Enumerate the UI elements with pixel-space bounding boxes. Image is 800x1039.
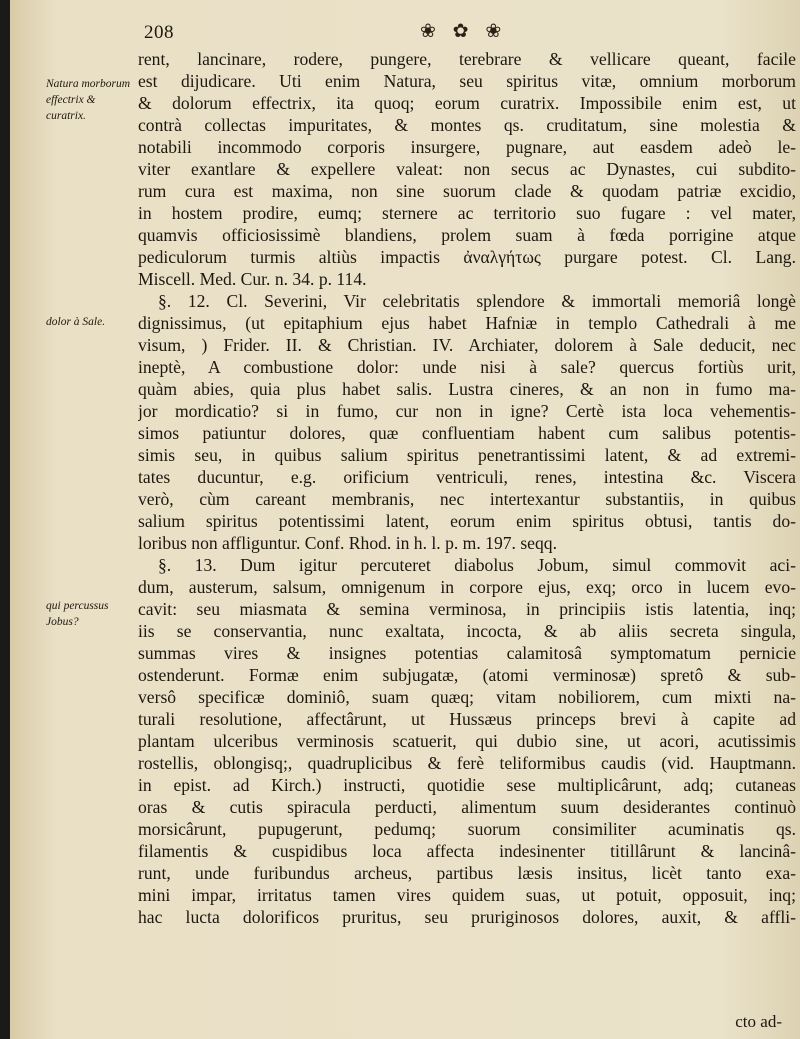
text-line: ineptè, A combustione dolor: unde nisi à sale? quercus fortiùs urit, bbox=[138, 357, 796, 377]
text-line: salium spiritus potentissimi latent, eorum enim spiritus obtusi, tantis do- bbox=[138, 511, 796, 531]
text-line: in epist. ad Kirch.) instructi, quotidie sese multiplicârunt, adq; cutaneas bbox=[138, 775, 796, 795]
text-line: pediculorum turmis altiùs impactis ἀναλγήτως purgare potest. Cl. Lang. bbox=[138, 247, 796, 267]
text-line: ostenderunt. Formæ enim subjugatæ, (atomi verminosæ) spretô & sub- bbox=[138, 665, 796, 685]
catchword: cto ad- bbox=[735, 1012, 782, 1031]
text-line: simis seu, in quibus salium spiritus penetrantissimi latent, & ad extremi- bbox=[138, 445, 796, 465]
text-line: & dolorum effectrix, ita quoq; eorum curatrix. Impossibile enim est, ut bbox=[138, 93, 796, 113]
text-line: rum cura est maxima, non sine suorum clade & quodam patriæ excidio, bbox=[138, 181, 796, 201]
margin-note-natura: Natura morborum effectrix & curatrix. bbox=[46, 78, 131, 122]
page-header bbox=[138, 20, 758, 46]
text-line: runt, unde furibundus archeus, partibus læsis insitus, licèt tanto exa- bbox=[138, 863, 796, 883]
text-line: summas vires & insignes potentias calamitosâ symptomatum pernicie bbox=[138, 643, 796, 663]
page-number: 208 bbox=[144, 22, 174, 43]
text-line: visum, ) Frider. II. & Christian. IV. Archiater, dolorem à Sale deducit, nec bbox=[138, 335, 796, 355]
text-line: Miscell. Med. Cur. n. 34. p. 114. bbox=[138, 269, 367, 289]
text-line: contrà collectas impuritates, & montes qs. cruditatum, sine molestia & bbox=[138, 115, 796, 135]
book-page bbox=[10, 0, 800, 1039]
text-line: dignissimus, (ut epitaphium ejus habet Hafniæ in templo Cathedrali à me bbox=[138, 313, 796, 333]
text-line: quamvis officiosissimè blandiens, prolem suam à fœda porrigine atque bbox=[138, 225, 796, 245]
text-line: plantam ulceribus verminosis scatuerit, qui dubio sine, ut acori, acutissimis bbox=[138, 731, 796, 751]
body-text bbox=[138, 48, 796, 928]
text-line: quàm abies, quia plus habet salis. Lustra cineres, & an non in fumo ma- bbox=[138, 379, 796, 399]
margin-note-dolor: dolor à Sale. bbox=[46, 316, 106, 328]
text-line: filamentis & cuspidibus loca affecta indesinenter titillârunt & lancinâ- bbox=[138, 841, 796, 861]
text-line: mini impar, irritatus tamen vires quidem suas, ut potuit, opposuit, inq; bbox=[138, 885, 796, 905]
margin-note-jobus: qui percussus Jobus? bbox=[46, 600, 109, 628]
text-line: rent, lancinare, rodere, pungere, terebrare & vellicare queant, facile bbox=[138, 49, 796, 69]
text-line: tates ducuntur, e.g. orificium ventriculi, renes, intestina &c. Viscera bbox=[138, 467, 796, 487]
text-line: notabili incommodo corporis insurgere, pugnare, aut easdem adeò le- bbox=[138, 137, 796, 157]
text-line: est dijudicare. Uti enim Natura, seu spiritus vitæ, omnium morborum bbox=[138, 71, 796, 91]
header-ornament: ❀ ✿ ❀ bbox=[420, 21, 508, 42]
text-line: §. 13. Dum igitur percuteret diabolus Jobum, simul commovit aci- bbox=[158, 555, 796, 575]
text-line: loribus non affliguntur. Conf. Rhod. in h. l. p. m. 197. seqq. bbox=[138, 533, 557, 553]
text-line: jor mordicatio? si in fumo, cur non in igne? Certè ista loca vehementis- bbox=[138, 401, 796, 421]
text-line: morsicârunt, pupugerunt, pedumq; suorum consimiliter acuminatis qs. bbox=[138, 819, 796, 839]
text-line: versô specificæ dominiô, suam quæq; vitam nobiliorem, cum mixti na- bbox=[138, 687, 796, 707]
text-line: iis se conservantia, nunc exaltata, incocta, & ab aliis secreta singula, bbox=[138, 621, 796, 641]
text-line: simos patiuntur dolores, quæ confluentiam habent cum salibus potentis- bbox=[138, 423, 796, 443]
text-line: turali resolutione, affectârunt, ut Hussæus princeps brevi à capite ad bbox=[138, 709, 796, 729]
text-line: oras & cutis spiracula perducti, alimentum suum desiderantes continuò bbox=[138, 797, 796, 817]
text-line: cavit: seu miasmata & semina verminosa, in principiis istis latentia, inq; bbox=[138, 599, 796, 619]
text-line: §. 12. Cl. Severini, Vir celebritatis splendore & immortali memoriâ longè bbox=[158, 291, 796, 311]
text-line: verò, cùm careant membranis, nec intertexantur substantiis, in quibus bbox=[138, 489, 796, 509]
text-line: rostellis, oblongisq;, quadruplicibus & ferè teliformibus caudis (vid. Hauptmann. bbox=[138, 753, 796, 773]
text-line: viter exantlare & expellere valeat: non secus ac Dynastes, cui subdito- bbox=[138, 159, 796, 179]
text-line: in hostem prodire, eumq; sternere ac territorio suo fugare : vel mater, bbox=[138, 203, 796, 223]
text-line: hac lucta dolorificos pruritus, seu pruriginosos dolores, auxit, & affli- bbox=[138, 907, 796, 927]
text-line: dum, austerum, salsum, omnigenum in corpore ejus, exq; orco in lucem evo- bbox=[138, 577, 796, 597]
